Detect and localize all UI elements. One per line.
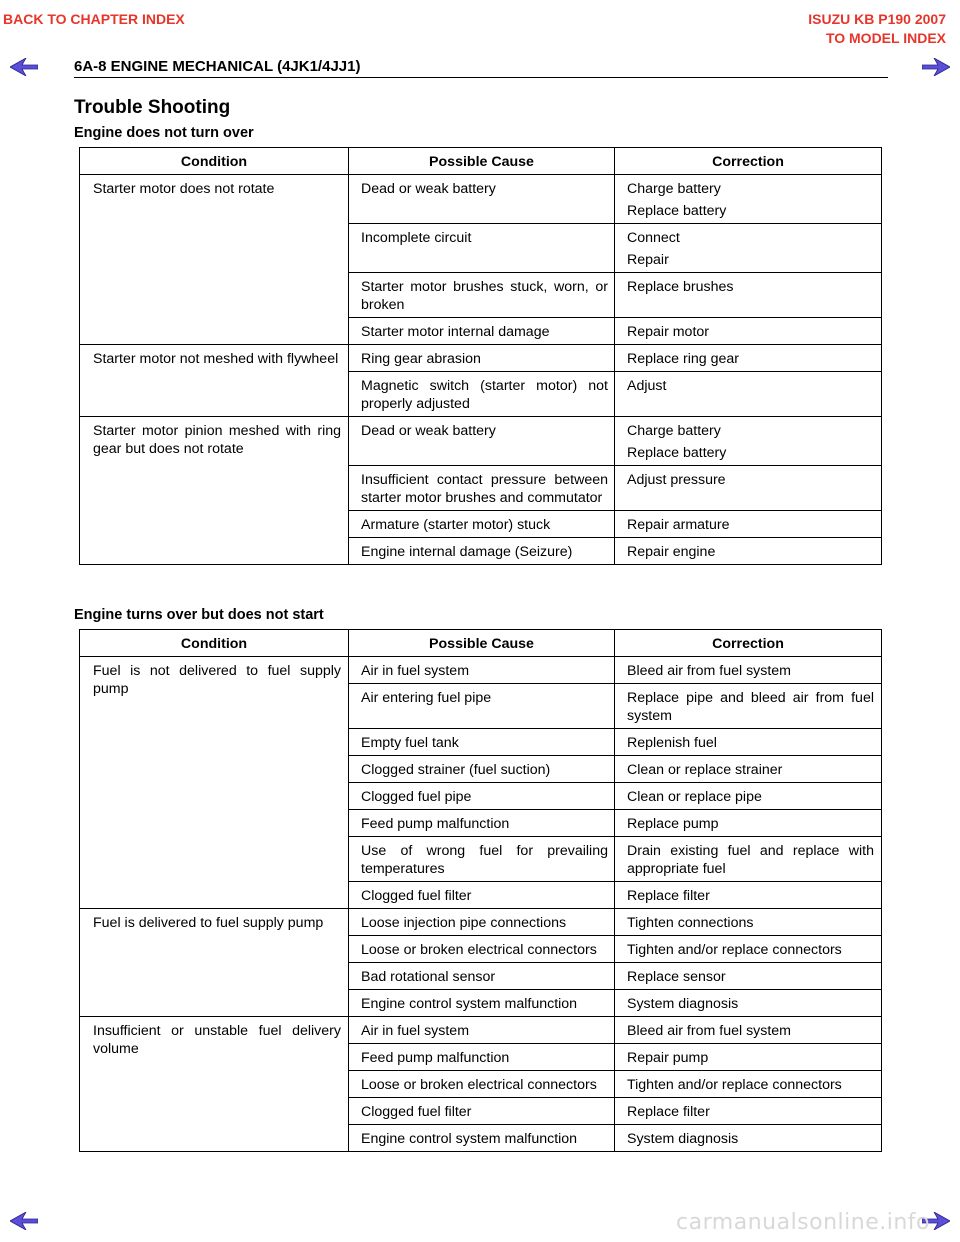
possible-cause-cell: Empty fuel tank — [349, 729, 615, 756]
table-1-subheading: Engine does not turn over — [74, 125, 254, 141]
possible-cause-cell: Clogged strainer (fuel suction) — [349, 756, 615, 783]
correction-item: Replace pump — [627, 816, 719, 832]
correction-cell — [615, 224, 882, 273]
correction-item: Charge battery — [627, 423, 721, 439]
correction-cell — [615, 882, 882, 909]
possible-cause-cell: Clogged fuel filter — [349, 882, 615, 909]
correction-item: Drain existing fuel and replace with appropriate fuel — [627, 843, 874, 877]
correction-cell — [615, 273, 882, 318]
model-title[interactable]: ISUZU KB P190 2007 — [808, 11, 946, 27]
correction-item: Adjust pressure — [627, 472, 726, 488]
possible-cause-cell: Armature (starter motor) stuck — [349, 511, 615, 538]
correction-item: Replace filter — [627, 1104, 710, 1120]
correction-cell — [615, 756, 882, 783]
correction-item: Tighten and/or replace connectors — [627, 942, 842, 958]
possible-cause-cell: Ring gear abrasion — [349, 345, 615, 372]
table-header-row — [80, 148, 882, 175]
troubleshooting-table-1 — [79, 147, 882, 565]
correction-item: System diagnosis — [627, 1131, 739, 1147]
page-header-title: 6A-8 ENGINE MECHANICAL (4JK1/4JJ1) — [74, 58, 361, 75]
correction-item: Tighten connections — [627, 915, 754, 931]
correction-cell — [615, 837, 882, 882]
correction-item: Replenish fuel — [627, 735, 717, 751]
correction-cell — [615, 417, 882, 466]
correction-item: Repair motor — [627, 324, 710, 340]
condition-cell: Starter motor not meshed with flywheel — [80, 345, 349, 417]
correction-item: System diagnosis — [627, 996, 739, 1012]
possible-cause-cell: Use of wrong fuel for prevailing temperatures — [349, 837, 615, 882]
correction-item: Clean or replace strainer — [627, 762, 783, 778]
condition-cell: Fuel is delivered to fuel supply pump — [80, 909, 349, 1017]
correction-cell — [615, 466, 882, 511]
possible-cause-cell: Dead or weak battery — [349, 417, 615, 466]
correction-item: Clean or replace pipe — [627, 789, 762, 805]
correction-cell — [615, 372, 882, 417]
table-row — [80, 1017, 882, 1044]
column-header-possible-cause: Possible Cause — [349, 630, 615, 657]
correction-item: Bleed air from fuel system — [627, 1023, 792, 1039]
table-row — [80, 909, 882, 936]
previous-page-bottom-arrow-icon[interactable] — [10, 1212, 38, 1230]
previous-page-arrow-icon[interactable] — [10, 58, 38, 76]
watermark: carmanualsonline.info — [676, 1210, 930, 1235]
possible-cause-cell: Loose injection pipe connections — [349, 909, 615, 936]
correction-cell — [615, 1125, 882, 1152]
correction-cell — [615, 684, 882, 729]
possible-cause-cell: Starter motor brushes stuck, worn, or broken — [349, 273, 615, 318]
correction-cell — [615, 936, 882, 963]
next-page-arrow-icon[interactable] — [922, 58, 950, 76]
section-title: Trouble Shooting — [74, 97, 231, 118]
correction-cell — [615, 909, 882, 936]
possible-cause-cell: Clogged fuel filter — [349, 1098, 615, 1125]
table-row — [80, 345, 882, 372]
correction-item: Bleed air from fuel system — [627, 663, 792, 679]
possible-cause-cell: Air in fuel system — [349, 657, 615, 684]
correction-cell — [615, 511, 882, 538]
correction-cell — [615, 1098, 882, 1125]
correction-item: Replace brushes — [627, 279, 734, 295]
correction-cell — [615, 538, 882, 565]
table-header-row — [80, 630, 882, 657]
correction-item: Repair — [627, 252, 669, 268]
correction-cell — [615, 783, 882, 810]
correction-cell — [615, 990, 882, 1017]
correction-cell — [615, 175, 882, 224]
table-2-subheading: Engine turns over but does not start — [74, 607, 324, 623]
condition-cell: Fuel is not delivered to fuel supply pump — [80, 657, 349, 909]
correction-item: Replace battery — [627, 203, 727, 219]
correction-cell — [615, 318, 882, 345]
column-header-correction: Correction — [615, 630, 882, 657]
correction-item: Repair armature — [627, 517, 730, 533]
table-row — [80, 175, 882, 224]
correction-item: Repair engine — [627, 544, 716, 560]
correction-item: Replace sensor — [627, 969, 726, 985]
correction-cell — [615, 345, 882, 372]
possible-cause-cell: Incomplete circuit — [349, 224, 615, 273]
possible-cause-cell: Bad rotational sensor — [349, 963, 615, 990]
condition-cell: Insufficient or unstable fuel delivery volume — [80, 1017, 349, 1152]
correction-item: Replace battery — [627, 445, 727, 461]
correction-cell — [615, 1044, 882, 1071]
possible-cause-cell: Loose or broken electrical connectors — [349, 936, 615, 963]
possible-cause-cell: Starter motor internal damage — [349, 318, 615, 345]
correction-cell — [615, 810, 882, 837]
correction-cell — [615, 1071, 882, 1098]
page-header — [74, 58, 888, 78]
correction-cell — [615, 1017, 882, 1044]
possible-cause-cell: Engine internal damage (Seizure) — [349, 538, 615, 565]
column-header-condition: Condition — [80, 148, 349, 175]
condition-cell: Starter motor pinion meshed with ring gear but does not rotate — [80, 417, 349, 565]
possible-cause-cell: Feed pump malfunction — [349, 810, 615, 837]
possible-cause-cell: Clogged fuel pipe — [349, 783, 615, 810]
back-to-chapter-index-link[interactable]: BACK TO CHAPTER INDEX — [3, 11, 185, 27]
column-header-correction: Correction — [615, 148, 882, 175]
correction-item: Charge battery — [627, 181, 721, 197]
correction-cell — [615, 729, 882, 756]
correction-cell — [615, 963, 882, 990]
correction-cell — [615, 657, 882, 684]
condition-cell: Starter motor does not rotate — [80, 175, 349, 345]
possible-cause-cell: Engine control system malfunction — [349, 1125, 615, 1152]
possible-cause-cell: Air in fuel system — [349, 1017, 615, 1044]
troubleshooting-table-2 — [79, 629, 882, 1152]
correction-item: Replace ring gear — [627, 351, 739, 367]
correction-item: Connect — [627, 230, 680, 246]
possible-cause-cell: Insufficient contact pressure between starter motor brushes and commutator — [349, 466, 615, 511]
to-model-index-link[interactable]: TO MODEL INDEX — [825, 30, 946, 46]
possible-cause-cell: Feed pump malfunction — [349, 1044, 615, 1071]
column-header-condition: Condition — [80, 630, 349, 657]
table-row — [80, 417, 882, 466]
column-header-possible-cause: Possible Cause — [349, 148, 615, 175]
possible-cause-cell: Loose or broken electrical connectors — [349, 1071, 615, 1098]
correction-item: Adjust — [627, 378, 667, 394]
correction-item: Repair pump — [627, 1050, 709, 1066]
correction-item: Replace filter — [627, 888, 710, 904]
table-row — [80, 657, 882, 684]
correction-item: Tighten and/or replace connectors — [627, 1077, 842, 1093]
possible-cause-cell: Air entering fuel pipe — [349, 684, 615, 729]
possible-cause-cell: Dead or weak battery — [349, 175, 615, 224]
correction-item: Replace pipe and bleed air from fuel system — [627, 690, 874, 724]
possible-cause-cell: Engine control system malfunction — [349, 990, 615, 1017]
possible-cause-cell: Magnetic switch (starter motor) not properly adjusted — [349, 372, 615, 417]
